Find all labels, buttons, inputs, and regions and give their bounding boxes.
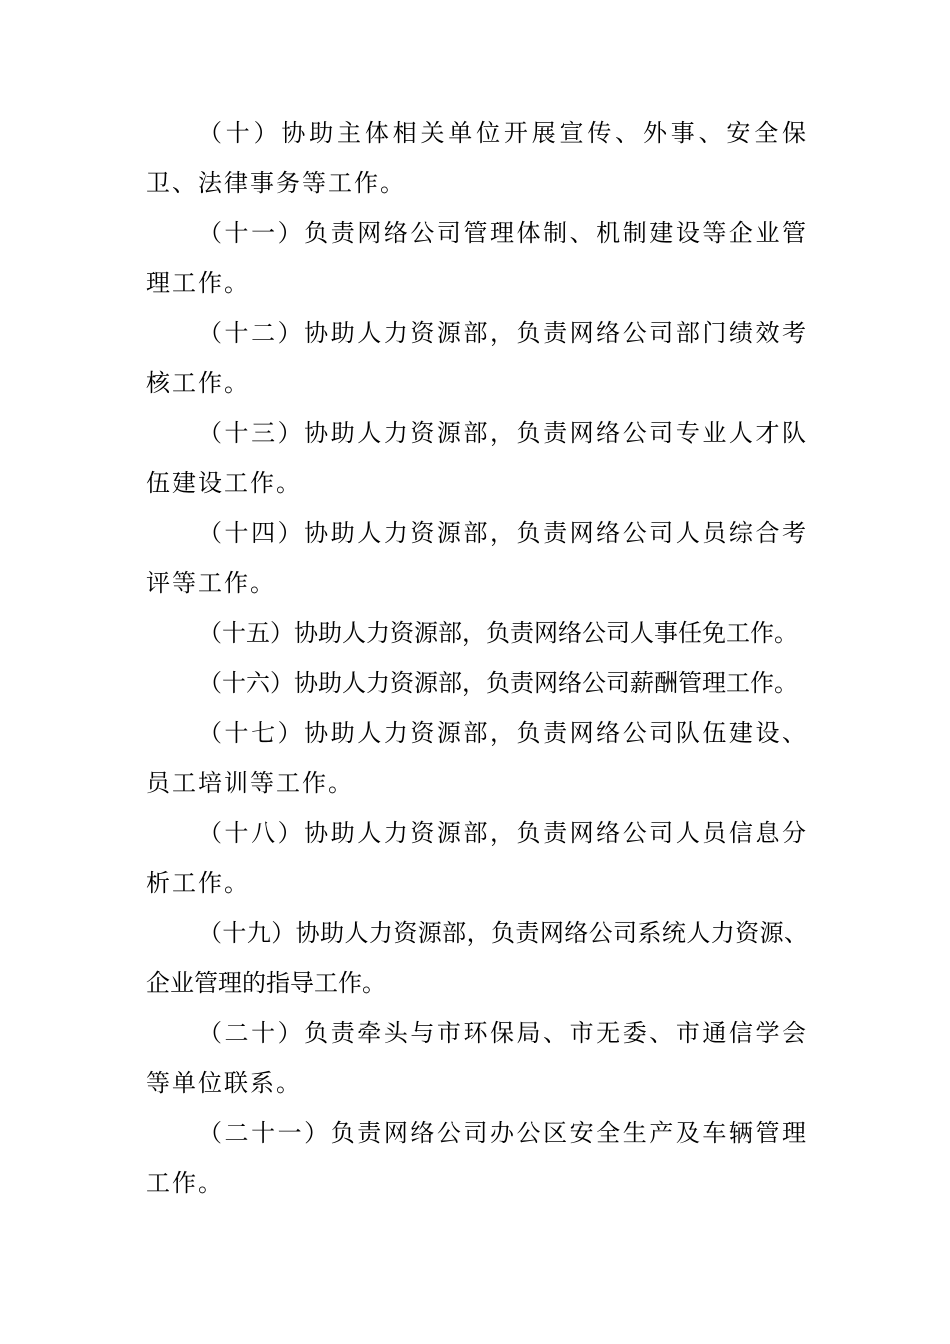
paragraph-15: （十五）协助人力资源部，负责网络公司人事任免工作。 xyxy=(198,619,798,647)
paragraph-12: （十二）协助人力资源部，负责网络公司部门绩效考核工作。 xyxy=(146,319,808,397)
paragraph-21: （二十一）负责网络公司办公区安全生产及车辆管理工作。 xyxy=(146,1119,808,1197)
paragraph-11: （十一）负责网络公司管理体制、机制建设等企业管理工作。 xyxy=(146,219,808,297)
paragraph-17: （十七）协助人力资源部，负责网络公司队伍建设、员工培训等工作。 xyxy=(146,719,808,797)
paragraph-10: （十）协助主体相关单位开展宣传、外事、安全保卫、法律事务等工作。 xyxy=(146,119,808,197)
document-body xyxy=(146,108,808,1208)
paragraph-19: （十九）协助人力资源部，负责网络公司系统人力资源、企业管理的指导工作。 xyxy=(146,919,808,997)
paragraph-18: （十八）协助人力资源部，负责网络公司人员信息分析工作。 xyxy=(146,819,808,897)
paragraph-20: （二十）负责牵头与市环保局、市无委、市通信学会等单位联系。 xyxy=(146,1019,808,1097)
paragraph-16: （十六）协助人力资源部，负责网络公司薪酬管理工作。 xyxy=(198,669,798,697)
paragraph-13: （十三）协助人力资源部，负责网络公司专业人才队伍建设工作。 xyxy=(146,419,808,497)
paragraph-14: （十四）协助人力资源部，负责网络公司人员综合考评等工作。 xyxy=(146,519,808,597)
